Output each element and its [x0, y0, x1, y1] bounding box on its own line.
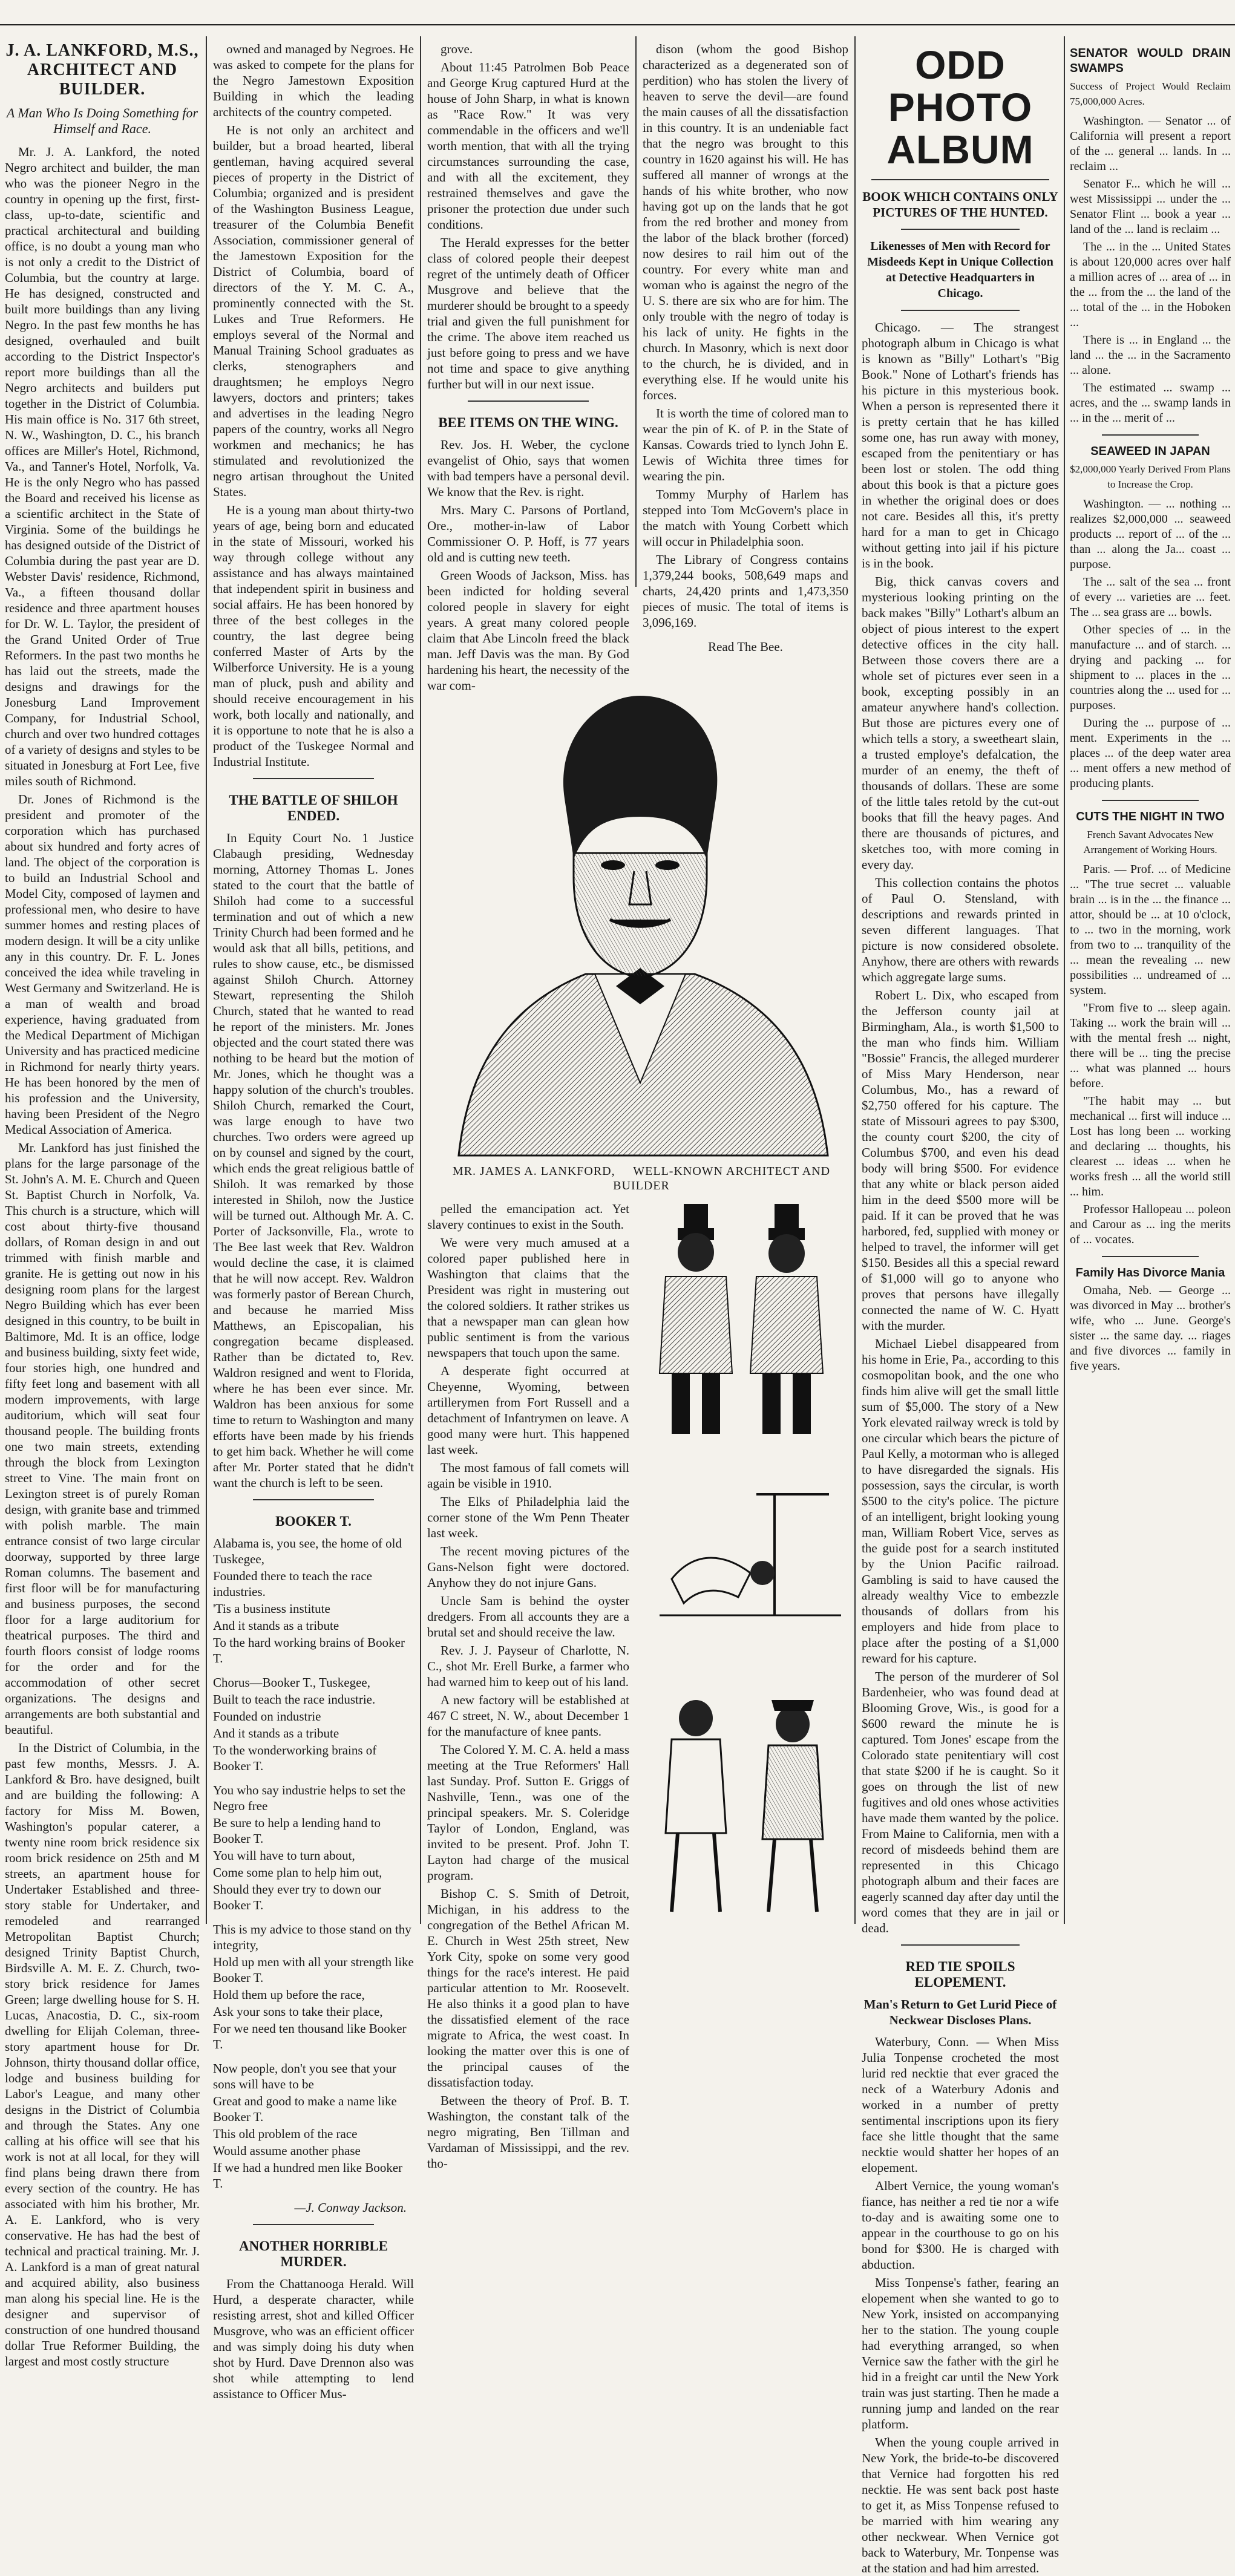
paragraph: When the young couple arrived in New York, the bride-to-be discovered that Vernice had forgotten his red necktie. He was sent back post haste to get it, as Miss Tonpense refused to be married with him wearing any other neckwear. When Vernice got back to Waterbury, Mr. Tonpense was at the station and had him arrested. [862, 2435, 1059, 2575]
paragraph: Between the theory of Prof. B. T. Washington, the constant talk of the negro migrating, Ben Tillman and Vardaman of Mississippi, and the rev. tho- [427, 2093, 629, 2171]
paragraph: In Equity Court No. 1 Justice Clabaugh presiding, Wednesday morning, Attorney Thomas L. Jones stated to the court that the battle of Shiloh had come to a successful termination and out of which a new Trinity Church had been formed and he would ask that all bills, petitions, and rules to show cause, etc., be dismissed against Shiloh Church. Attorney Stewart, representing the Shiloh Church, stated that he wanted to read he report of the ministers. Mr. Jones objected and the court stated there was nothing to be heard but the motion of Mr. Jones, which he thought was a happy solution of the church's troubles. Shiloh Church, remarked the Court, was large enough to have two churches. Two orders were agreed up on by counsel and signed by the court, which ends the great religious battle of Shiloh. It was remarked by those interested in Shiloh, now the Justice will be turned out. Although Mr. A. C. Porter of Jacksonville, Fla., wrote to The Bee last week that Rev. Waldron would decline the case, it is claimed that he will now accept. Rev. Waldron was formerly pastor of Berean Church, and because he married Miss Matthews, an Episcopalian, his congregation became displeased. Rather than be dictated to, Rev. Waldron resigned and went to Florida, where he has been ever since. Mr. Waldron has been anxious for some time to return to Washington and many efforts have been made by his friends to get him back. Whether he will come after Mr. Porter stated that he didn't want the church is left to be seen. [213, 831, 414, 1490]
senator-drain-headline: SENATOR WOULD DRAIN SWAMPS [1070, 47, 1231, 75]
paragraph: The Colored Y. M. C. A. held a mass meeting at the True Reformers' Hall last Sunday. Prof. Sutton E. Griggs of Nashville, Tenn., was one of the principal speakers. Mr. S. Coleridge Taylor of London, England, was invited to be present. Prof. John T. Layton had charge of the musical program. [427, 1742, 629, 1883]
portrait-caption-title: WELL-KNOWN ARCHITECT AND BUILDER [613, 1165, 831, 1192]
poem-line: Be sure to help a lending hand to Booker T. [213, 1816, 381, 1846]
paragraph: "From five to ... sleep again. Taking ... work the brain will ... with the mental fresh ... night, there will be ... ting the precise ... what was planned ... hours before. [1070, 1001, 1231, 1090]
paragraph: Mr. Lankford has just finished the plans for the large parsonage of the St. John's A. M. E. Church and Queen St. Baptist Church in Norfolk, Va. This church is a structure, which will cost about thirty-five thousand dollars, of Roman design in and out trimmed with finish marble and granite. He is getting out now in his designing room plans for the largest Negro Building which has ever been designed in this country, to be built in Baltimore, Md. It is an office, lodge and business building, sixty feet wide, four stories high, one hundred and fifty feet long and basement with all modern improvements, with large auditorium, which will seat four thousand people. The building fronts one two main streets, extending through the block from Lexington street to Vine. The main front on Lexington street is of purely Roman design, with granite base and trimmed with polish marble. The main entrance consist of two large circular doorway, supported by three large Roman columns. The basement and first floor will be for manufacturing and business purposes, the second floor for a large auditorium for theatrical purposes. The third and fourth floors consist of lodge rooms for the order and for the accommodation of other secret organizations. The designs and arrangements are both substantial and beautiful. [5, 1140, 200, 1737]
column-3 [427, 41, 629, 693]
paragraph: Uncle Sam is behind the oyster dredgers. From all accounts they are a brutal set and should receive the law. [427, 1594, 629, 1639]
column-rule [206, 36, 207, 1924]
paragraph: Senator F... which he will ... west Mississippi ... under the ... Senator Flint ... book a year ... land of the ... land is reclaim ... [1070, 177, 1231, 236]
murder-headline: ANOTHER HORRIBLE MURDER. [238, 2238, 388, 2269]
poem-line: Come some plan to help him out, [213, 1865, 382, 1880]
column-5 [862, 41, 1059, 2575]
poem-line: 'Tis a business institute [213, 1601, 330, 1616]
paragraph: The most famous of fall comets will again be visible in 1910. [427, 1460, 629, 1491]
paragraph: The Herald expresses for the better class of colored people their deepest regret of the untimely death of Officer Musgrove and believe that the murderer should be brought to a speedy trial and given the full punishment for the crime. The above item reached us just before going to press and we have not time and space to give anything further but will in our next issue. [427, 235, 629, 391]
poem-line: This old problem of the race [213, 2127, 358, 2141]
poem-line: For we need ten thousand like Booker T. [213, 2021, 407, 2051]
poem-line: Chorus—Booker T., Tuskegee, [213, 1675, 370, 1690]
separator [1102, 800, 1199, 801]
paragraph: In the District of Columbia, in the past few months, Messrs. J. A. Lankford & Bro. have designed, built and are building the following: A factory for Miss M. Bowen, Washington's popular caterer, a twenty nine room brick residence six room brick residence on 25th and M streets, an apartment house for Undertaker Established and three-story stable for Undertaker, and remodeled and rearranged Metropolitan Baptist Church; designed Trinity Baptist Church, Birdsville A. M. E. Z. Church, two-story brick residence for James Green; large dwelling house for S. H. Lucas, Anacostia, D. C., six-room dwelling for Elijah Coleman, three-story apartment house for Dr. Johnson, thirty thousand dollar office, lodge and business building for Labor's League, and many other designs in the District of Columbia and through the States. Any one calling at his office will see that his work is not at all local, for they will find plans being drawn there from every section of the country. He has associated with him his brother, Mr. A. E. Lankford, who is very conservative. He has had the best of technical and practical training. Mr. J. A. Lankford is a man of great natural and acquired ability, also business man along his special line. He is the designer and supervisor of construction of one hundred thousand dollar True Reformer Building, the largest and most costly structure [5, 1741, 200, 2368]
paragraph: Other species of ... in the manufacture ... and of starch. ... drying and packing ... for shipment to ... places in the ... countries along the ... used for ... purposes. [1070, 623, 1231, 712]
poem-line: Now people, don't you see that your sons will have to be [213, 2061, 396, 2091]
poem-signature: —J. Conway Jackson. [294, 2200, 407, 2215]
odd-photo-album-subdeck: Likenesses of Men with Record for Misdeeds Kept in Unique Collection at Detective Headquarters in Chicago. [867, 240, 1053, 300]
poem-line: Founded there to teach the race industries. [213, 1569, 372, 1599]
paragraph: This collection contains the photos of Paul O. Stensland, with descriptions and rewards printed in seven different languages. That picture is now considered obsolete. Anyhow, there are others with rewards which aggregate large sums. [862, 875, 1059, 984]
separator [901, 310, 1020, 311]
paragraph: Tommy Murphy of Harlem has stepped into Tom McGovern's place in the match with Young Corbett which will occur in Philadelphia soon. [643, 487, 848, 549]
separator [901, 1944, 1020, 1946]
seaweed-headline: SEAWEED IN JAPAN [1090, 445, 1210, 458]
elopement-headline: RED TIE SPOILS ELOPEMENT. [905, 1959, 1015, 1990]
poem-line: Would assume another phase [213, 2143, 361, 2158]
elopement-deck: Man's Return to Get Lurid Piece of Neckwear Discloses Plans. [863, 1997, 1057, 2027]
paragraph: The estimated ... swamp ... acres, and the ... swamp lands in ... in the ... merit of ... [1070, 381, 1231, 425]
paragraph: Chicago. — The strangest photograph album in Chicago is what is known as "Billy" Lothart's "Big Book." None of Lothart's friends has his picture in this mysterious book. When a person is represented there it is pretty certain that he has killed some one, has run away with money, escaped from the penitentiary or has been lost or stolen. The odd thing about this book is that a picture goes in whether the original does or does not care. Besides all this, it's pretty hard for a man to get in Chicago without getting into jail if his picture is in the book. [862, 320, 1059, 570]
poem-stanza [213, 1921, 414, 2052]
poem-line: You who say industrie helps to set the Negro free [213, 1783, 406, 1813]
column-6 [1070, 41, 1231, 1923]
separator [871, 179, 1049, 180]
divorce-headline: Family Has Divorce Mania [1075, 1266, 1225, 1280]
poem-line: And it stands as a tribute [213, 1726, 339, 1741]
paragraph: A desperate fight occurred at Cheyenne, Wyoming, between artillerymen from Fort Russell and a detachment of Infantrymen on leave. A good many were hurt. This happened last week. [427, 1364, 629, 1457]
separator [253, 2224, 373, 2225]
paragraph: Miss Tonpense's father, fearing an elopement when she wanted to go to New York, insisted on accompanying her to the station. The young couple had everything arranged, so when Vernice saw the father with the girl he hid in a freight car until the New York train was just starting. Then he made a running jump and landed on the rear platform. [862, 2275, 1059, 2431]
poem-line: This is my advice to those stand on thy integrity, [213, 1922, 411, 1952]
poem-line: Built to teach the race industrie. [213, 1692, 376, 1707]
poem-line: Should they ever try to down our Booker T. [213, 1882, 381, 1912]
separator [253, 778, 373, 779]
paragraph: Paris. — Prof. ... of Medicine ... "The true secret ... valuable brain ... is in the ... the finance ... attor, should be ... at 10 o'clock, to ... two in the morning, work from two to ... tranquility of the ... mean the revealing ... new possibilities ... undreamed of ... system. [1070, 863, 1231, 997]
paragraph: Mr. J. A. Lankford, the noted Negro architect and builder, the man who was the pioneer Negro in the country in opening up the first, first-class, up-to-date, scientific and practical architectural and building office, is no doubt a young man who is not only a credit to the District of Columbia, but the country at large. He has designed, constructed and built more buildings than any living Negro. In the past few months he has designed, overhauled and built according to the District Inspector's report more buildings than all the Negro architects and builders put together in the District of Columbia. His main office is No. 317 6th street, N. W., Washington, D. C., his branch offices are Miller's Hotel, Richmond, Va., and Tanner's Hotel, Norfolk, Va. He is the only Negro who has passed the Board and received his license as a scientific architect in the State of Virginia. Some of the buildings he has designed outside of the District of Columbia during the past year are D. Webster Davis' residence, Richmond, Va., a fifteen thousand dollar residence and three apartment houses for Dr. W. L. Taylor, the president of the Grand United Order of True Reformers. In the past two months he has laid out the streets, made the designs and drawings for the Jonesburg Land Improvement Company, for Industrial School, church and over two hundred cottages of a variety of designs and styles to be situated in Jonesburg at Fort Lee, five miles south of Richmond. [5, 145, 200, 788]
poem-line: And it stands as a tribute [213, 1618, 339, 1633]
poem-title: BOOKER T. [275, 1514, 352, 1529]
column-1 [5, 41, 200, 2368]
paragraph: Bishop C. S. Smith of Detroit, Michigan, in his address to the congregation of the Bethel African M. E. Church in West 25th street, New York City, spoke on some very good things for the race's interest. He paid particular attention to Mr. Roosevelt. He also thinks it a good plan to have the dissatisfied element of the race migrate to Africa, the west coast. In looking the matter over this is one of the principal causes of the dissatisfaction today. [427, 1886, 629, 2090]
paragraph: He is a young man about thirty-two years of age, being born and educated in the state of Missouri, worked his way through college without any assistance and has always maintained that independent spirit in business and social affairs. He has been honored by three of the best colleges in the country, the last degree being conferred Master of Arts by the Wilberforce University. He is a young man of pluck, push and ability and should receive encouragement in his work, both locally and nationally, and it is opportune to note that he is also a product of the Tuskegee Normal and Industrial Institute. [213, 503, 414, 769]
lankford-headline: J. A. LANKFORD, M.S., ARCHITECT AND BUILDER. [5, 41, 199, 99]
separator [253, 1499, 373, 1500]
column-rule [635, 36, 637, 587]
paragraph: Omaha, Neb. — George ... was divorced in May ... brother's wife, who ... June. George's sister ... the same day. ... riages and five divorces ... family in five years. [1070, 1284, 1231, 1373]
poem-line: To the hard working brains of Booker T. [213, 1635, 405, 1666]
paragraph: grove. [441, 42, 473, 56]
cuts-night-headline: CUTS THE NIGHT IN TWO [1076, 810, 1225, 823]
cuts-night-deck: French Savant Advocates New Arrangement of Working Hours. [1083, 829, 1217, 855]
poem-stanza [213, 2061, 414, 2191]
poem-stanza [213, 1782, 414, 1913]
paragraph: Professor Hallopeau ... poleon and Carour as ... ing the merits of ... vocates. [1070, 1203, 1231, 1246]
paragraph: Robert L. Dix, who escaped from the Jefferson county jail at Birmingham, Ala., is worth $1,500 to the man who finds him. William "Bossie" Francis, the alleged murderer of Miss Mary Henderson, near Columbus, Mo., has a reward of $2,750 offered for his capture. The state of Missouri agrees to pay $300, the county court $200, the city of Columbus $700, and even his dead body will bring $500. For evidence that any white or black person aided him in the deed $500 more will be paid. If it can be proved that he was harbored, fed, supplied with money or helped to travel, the informer will get $150. Besides all this a special reward of $1,000 will go to anyone who proves that persons have illegally connected the name of W. C. Hyatt with the murder. [862, 988, 1059, 1333]
poem-line: You will have to turn about, [213, 1848, 355, 1863]
column-rule [420, 36, 421, 1924]
paragraph: The Library of Congress contains 1,379,244 books, 508,649 maps and charts, 24,420 prints and 1,473,350 pieces of music. The total of items is 3,096,169. [643, 552, 848, 630]
poem-line: Hold them up before the race, [213, 1987, 365, 2002]
lankford-subhead: A Man Who Is Doing Something for Himself and Race. [6, 105, 198, 136]
poem-line: Great and good to make a name like Booker T. [213, 2094, 397, 2124]
paragraph: Green Woods of Jackson, Miss. has been indicted for holding several colored people in slavery for eight years. A great many colored people claim that Abe Lincoln freed the black man. Jeff Davis was the man. By God hardening his heart, the necessity of the war com- [427, 568, 629, 693]
separator [1102, 434, 1199, 436]
paragraph: The ... in the ... United States is about 120,000 acres over half a million acres of ... area of ... in the ... from the ... the land of the ... total of the ... in the Hoboken ... [1070, 240, 1231, 329]
seaweed-deck: $2,000,000 Yearly Derived From Plans to Increase the Crop. [1070, 463, 1231, 490]
paragraph: Michael Liebel disappeared from his home in Erie, Pa., according to this cosmopolitan book, and the one who finds him alive will get the small little sum of $5,000. The story of a New York elevated railway wreck is told by one circular which bears the picture of Paul Kelly, a motorman who is alleged to have disregarded the signals. His possession, says the circular, is worth $500 to the city's police. The picture of an intelligent, bright looking young man, William Robert Vice, serves as the guide post for a search instituted by the Union Pacific railroad. Gambling is said to have caused the already wealthy Vice to embezzle thousands of dollars from his employers and hide from place to place after the posting of a $1,000 reward for his capture. [862, 1336, 1059, 1666]
separator [1102, 1256, 1199, 1257]
poem [213, 1535, 414, 2191]
bee-items-headline: BEE ITEMS ON THE WING. [438, 415, 618, 430]
paragraph: He is not only an architect and builder, but a broad hearted, liberal gentleman, having acquired several pieces of property in the District of Columbia; organized and is president of the Washington Business League, treasurer of the Columbia Benefit Association, commissioner general of the Jamestown Exposition for the District of Columbia, board of directors of the Y. M. C. A., prominently connected with the St. Lukes and True Reformers. He employs several of the Normal and Manual Training School graduates as clerks, stenographers and draughtsmen; he employs Negro lawyers, doctors and printers; takes and advertises in the leading Negro papers of the country, works all Negro workmen and mechanics; he has stimulated and revolutionized the negro artisan throughout the United States. [213, 123, 414, 499]
paragraph: It is worth the time of colored man to wear the pin of K. of P. in the State of Kansas. Cowards tried to lynch John E. Lewis of Wichita three times for wearing the pin. [643, 406, 848, 483]
poem-line: To the wonderworking brains of Booker T. [213, 1743, 377, 1773]
portrait-engraving [434, 599, 846, 1156]
separator [901, 229, 1020, 230]
paragraph: The Elks of Philadelphia laid the corner stone of the Wm Penn Theater last week. [427, 1494, 629, 1540]
column-3-lower [427, 1201, 629, 2171]
paragraph: "The habit may ... but mechanical ... first will induce ... Lost has long been ... working and declaring ... thoughts, his clearest ... ideas ... when he works fresh ... all the world still ... him. [1070, 1094, 1231, 1198]
paragraph: pelled the emancipation act. Yet slavery continues to exist in the South. [427, 1201, 629, 1232]
paragraph: The ... salt of the sea ... front of every ... varieties are ... feet. The ... sea grass are ... bowls. [1070, 575, 1231, 619]
odd-photo-album-deck: BOOK WHICH CONTAINS ONLY PICTURES OF THE HUNTED. [862, 189, 1058, 220]
poem-line: Founded on industrie [213, 1709, 321, 1724]
column-rule [1064, 36, 1065, 1924]
cartoon-figures-illustration [641, 1204, 850, 1446]
shiloh-headline: THE BATTLE OF SHILOH ENDED. [229, 793, 398, 823]
paragraph: About 11:45 Patrolmen Bob Peace and George Krug captured Hurd at the house of John Sharp, in what is known as "Race Row." It was very commendable in the officers and we'll worth mention, that with all the trying circumstances surrounding the case, and with all the excitement, they restrained themselves and gave the prisoner the protection due under such conditions. [427, 60, 629, 232]
paragraph: Washington. — Senator ... of California will present a report of the ... general ... lands. In ... reclaim ... [1070, 114, 1231, 173]
poem-stanza [213, 1535, 414, 1666]
column-rule [854, 36, 856, 1924]
paragraph: owned and managed by Negroes. He was asked to compete for the plans for the Negro Jamestown Exposition Building in which the leading architects of the country competed. [213, 42, 414, 119]
paragraph: The recent moving pictures of the Gans-Nelson fight were doctored. Anyhow they do not injure Gans. [427, 1544, 629, 1590]
paragraph: dison (whom the good Bishop characterized as a degenerated son of perdition) who has stolen the livery of heaven to serve the devil—are found the main causes of all the dissatisfaction in this country. It is an undeniable fact that the negro was brought to this country in 1620 against his will. He has suffered all manner of wrongs at the hands of his white brother, who now having got up on the lands that he got from the red brother and money from the labor of the black brother (forced) now desires to rail him out of the country. For every white man and woman who is against the negro of the U. S. there are six who are for him. The only trouble with the negro of today is his lack of unity. He fights in the church. In Masonry, which is next door to the church, he is divided, and in everything else. If he would unite his forces. [643, 42, 848, 402]
paragraph: Washington. — ... nothing ... realizes $2,000,000 ... seaweed products ... report of ... of the ... than ... along the Ja... coast ... purpose. [1070, 497, 1231, 571]
paragraph: Rev. J. J. Payseur of Charlotte, N. C., shot Mr. Erell Burke, a farmer who had warned him to keep out of his land. [427, 1643, 629, 1689]
paragraph: Waterbury, Conn. — When Miss Julia Tonpense crocheted the most lurid red necktie that ever graced the neck of a Waterbury Adonis and worked in a number of pretty sentimental inscriptions upon its fiery face she little thought that the same necktie would shatter her hopes of an elopement. [862, 2035, 1059, 2175]
paragraph: There is ... in England ... the land ... the ... in the Sacramento ... alone. [1070, 333, 1231, 377]
masthead-rule [0, 24, 1235, 25]
poem-line: If we had a hundred men like Booker T. [213, 2160, 403, 2191]
poem-line: Alabama is, you see, the home of old Tuskegee, [213, 1536, 402, 1566]
paragraph: We were very much amused at a colored paper published here in Washington that claims that the President was right in mustering out the colored soldiers. It rather strikes us that a newspaper man can glean how public sentiment is from the various newspapers that touch upon the same. [427, 1235, 629, 1360]
separator [468, 400, 589, 402]
paragraph: During the ... purpose of ... ment. Experiments in the ... places ... of the deep water area ... ment offers a new method of producing plants. [1070, 716, 1231, 790]
poem-stanza [213, 1675, 414, 1774]
portrait-caption-name: MR. JAMES A. LANKFORD, [452, 1165, 615, 1178]
paragraph: Rev. Jos. H. Weber, the cyclone evangelist of Ohio, says that women with bad tempers have a personal devil. We know that the Rev. is right. [427, 437, 629, 499]
senator-drain-deck: Success of Project Would Reclaim 75,000,000 Acres. [1070, 80, 1231, 107]
paragraph: Albert Vernice, the young woman's fiance, has neither a red tie nor a wife to-day and is awaiting some one to appear in the courthouse to go on his bond for $300. He is charged with abduction. [862, 2179, 1059, 2272]
paragraph: A new factory will be established at 467 C street, N. W., about December 1 for the manufacture of knee pants. [427, 1693, 629, 1739]
portrait-caption [442, 1164, 841, 1193]
poem-line: Ask your sons to take their place, [213, 2004, 383, 2019]
paragraph: Big, thick canvas covers and mysterious looking printing on the back makes "Billy" Lothart's album an object of pious interest to the expert detective offices in the city hall. Between those covers there are a whole set of pictures ever seen in a book, excepting possibly in an amateur anywhere hand's collection. But those are pictures every one of which tells a story, a sweetheart slain, a trusted employe's defalcation, the murder of an enemy, the theft of thousands of dollars. These are some of the little tales retold by the cut-out books that fill the heavy pages. And there are thousands of pictures, and sketches too, with more coming in every day. [862, 574, 1059, 872]
paragraph: Mrs. Mary C. Parsons of Portland, Ore., mother-in-law of Labor Commissioner O. P. Hoff, is 77 years old and is cutting new teeth. [427, 503, 629, 564]
poem-line: Hold up men with all your strength like Booker T. [213, 1955, 414, 1985]
paragraph: The person of the murderer of Sol Bardenheier, who was found dead at Blooming Grove, Wis., is good for a $600 reward the minute he is captured. Tom Jones' escape from the Colorado state penitentiary will cost that state $200 if he is caught. So it goes on through the list of new fugitives and old ones whose activities have made them wanted by the police. From Maine to California, men with a record of misdeeds behind them are represented in this Chicago photograph album and their faces are eagerly scanned day after day until the word comes that they are in jail or dead. [862, 1669, 1059, 1935]
two-men-illustration [641, 1682, 850, 1924]
column-2 [213, 41, 414, 2401]
column-4 [643, 41, 848, 654]
paragraph: From the Chattanooga Herald. Will Hurd, a desperate character, while resisting arrest, shot and killed Officer Musgrove, who was an efficient officer and was simply doing his duty when shot by Hurd. Dave Drennon also was shot while attempting to lend assistance to Officer Mus- [213, 2277, 414, 2401]
odd-photo-album-title: ODD PHOTO ALBUM [886, 42, 1034, 172]
closing-line: Read The Bee. [708, 639, 783, 654]
paragraph: Dr. Jones of Richmond is the president and promoter of the corporation which has purchased about six hundred and forty acres of land. The object of the corporation is to build an Industrial School and Model City, composed of laymen and professional men, who desire to have summer homes and resting places of modern design. It will be a city unlike any in this country. Dr. F. L. Jones conceived the idea while traveling in West Germany and Switzerland. He is a man of wealth and broad experience, having graduated from the Medical Department of Michigan University and has practiced medicine in Richmond for nearly thirty years. He has been honored by the men of his profession and the University, having been President of the Negro Medical Association of America. [5, 792, 200, 1137]
falling-man-illustration [647, 1482, 847, 1639]
